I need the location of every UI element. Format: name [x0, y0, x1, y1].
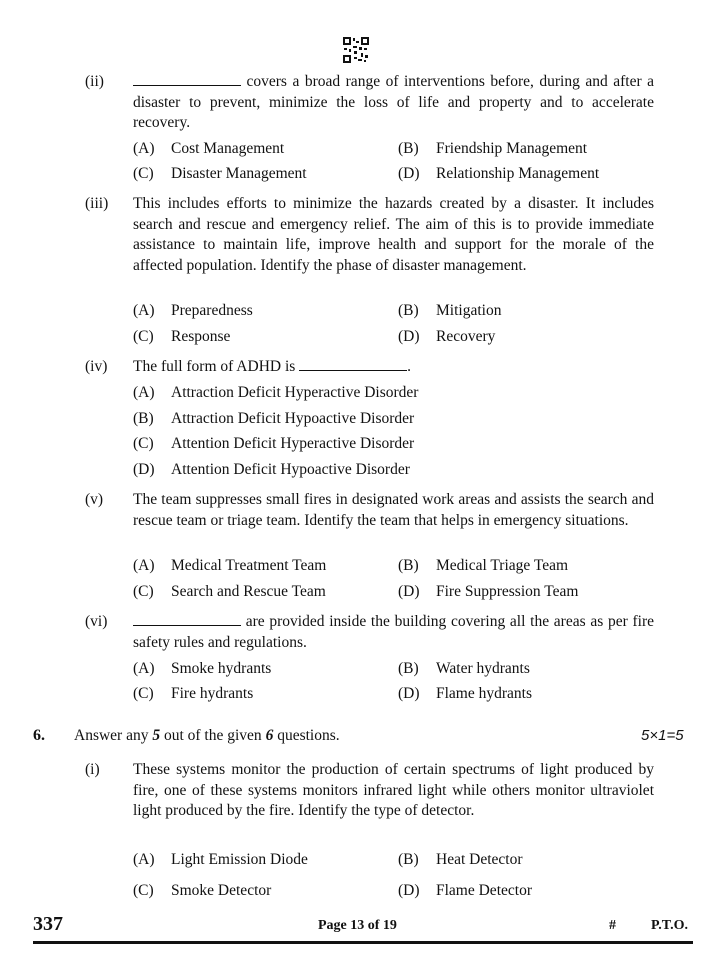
option-d: (D) Fire Suppression Team — [398, 583, 579, 600]
pto-label: P.T.O. — [651, 918, 688, 933]
option-a: (A) Attraction Deficit Hyperactive Disorder — [133, 384, 419, 401]
section-marks: 5×1=5 — [641, 727, 684, 744]
option-a: (A) Preparedness — [133, 302, 253, 319]
option-c: (C) Response — [133, 328, 231, 345]
question-body: covers a broad range of interventions before, during and after a disaster to prevent, minimize the loss of life and property and to accelerate recovery. — [133, 73, 655, 131]
option-a: (A) Cost Management — [133, 140, 285, 157]
question-number: (iv) — [85, 358, 108, 375]
option-c: (C) Search and Rescue Team — [133, 583, 326, 600]
question-text: These systems monitor the production of certain spectrums of light produced by fire, one of these systems monitors infrared light while others monitor ultraviolet light produced by the fire. Identify the type of detector. — [133, 761, 654, 819]
option-b: (B) Mitigation — [398, 302, 502, 319]
hash-mark: # — [609, 918, 616, 933]
page-number: Page 13 of 19 — [318, 918, 397, 933]
question-text: This includes efforts to minimize the hazards created by a disaster. It includes search and rescue and emergency relief. The aim of this is to provide immediate assistance to maintain life, improve health and support for the morale of the affected population. Identify the phase of disaster management. — [133, 195, 654, 274]
question-number: (v) — [85, 491, 104, 508]
option-a: (A) Smoke hydrants — [133, 660, 272, 677]
option-c: (C) Attention Deficit Hyperactive Disorder — [133, 435, 415, 452]
question-number: (ii) — [85, 73, 104, 90]
question-text: The team suppresses small fires in designated work areas and assists the search and rescue team or triage team. Identify the team that helps in emergency situations. — [133, 491, 654, 529]
question-text: The full form of ADHD is . — [133, 358, 412, 375]
option-c: (C) Smoke Detector — [133, 882, 272, 899]
option-d: (D) Recovery — [398, 328, 496, 345]
question-number: (iii) — [85, 195, 109, 212]
option-c: (C) Disaster Management — [133, 165, 307, 182]
question-number: (vi) — [85, 613, 108, 630]
option-b: (B) Heat Detector — [398, 851, 523, 868]
question-body: The full form of ADHD is — [133, 358, 296, 375]
question-text — [133, 612, 654, 653]
option-b: (B) Friendship Management — [398, 140, 588, 157]
option-b: (B) Medical Triage Team — [398, 557, 569, 574]
option-a: (A) Medical Treatment Team — [133, 557, 327, 574]
option-b: (B) Water hydrants — [398, 660, 530, 677]
option-a: (A) Light Emission Diode — [133, 851, 308, 868]
question-text — [133, 72, 654, 134]
paper-code: 337 — [33, 913, 63, 935]
section-number: 6. — [33, 727, 45, 744]
option-d: (D) Relationship Management — [398, 165, 600, 182]
question-number: (i) — [85, 761, 100, 778]
fill-blank — [133, 612, 241, 626]
option-d: (D) Attention Deficit Hypoactive Disorder — [133, 461, 410, 478]
fill-blank — [299, 357, 407, 371]
qr-code-icon — [343, 37, 369, 63]
question-body: are provided inside the building covering all the areas as per fire safety rules and regulations. — [133, 613, 655, 651]
option-c: (C) Fire hydrants — [133, 685, 254, 702]
option-d: (D) Flame Detector — [398, 882, 532, 899]
footer-rule — [33, 941, 693, 944]
section-instruction: Answer any 5 out of the given 6 questions. — [74, 727, 340, 744]
fill-blank — [133, 72, 241, 86]
option-b: (B) Attraction Deficit Hypoactive Disorder — [133, 410, 415, 427]
option-d: (D) Flame hydrants — [398, 685, 532, 702]
